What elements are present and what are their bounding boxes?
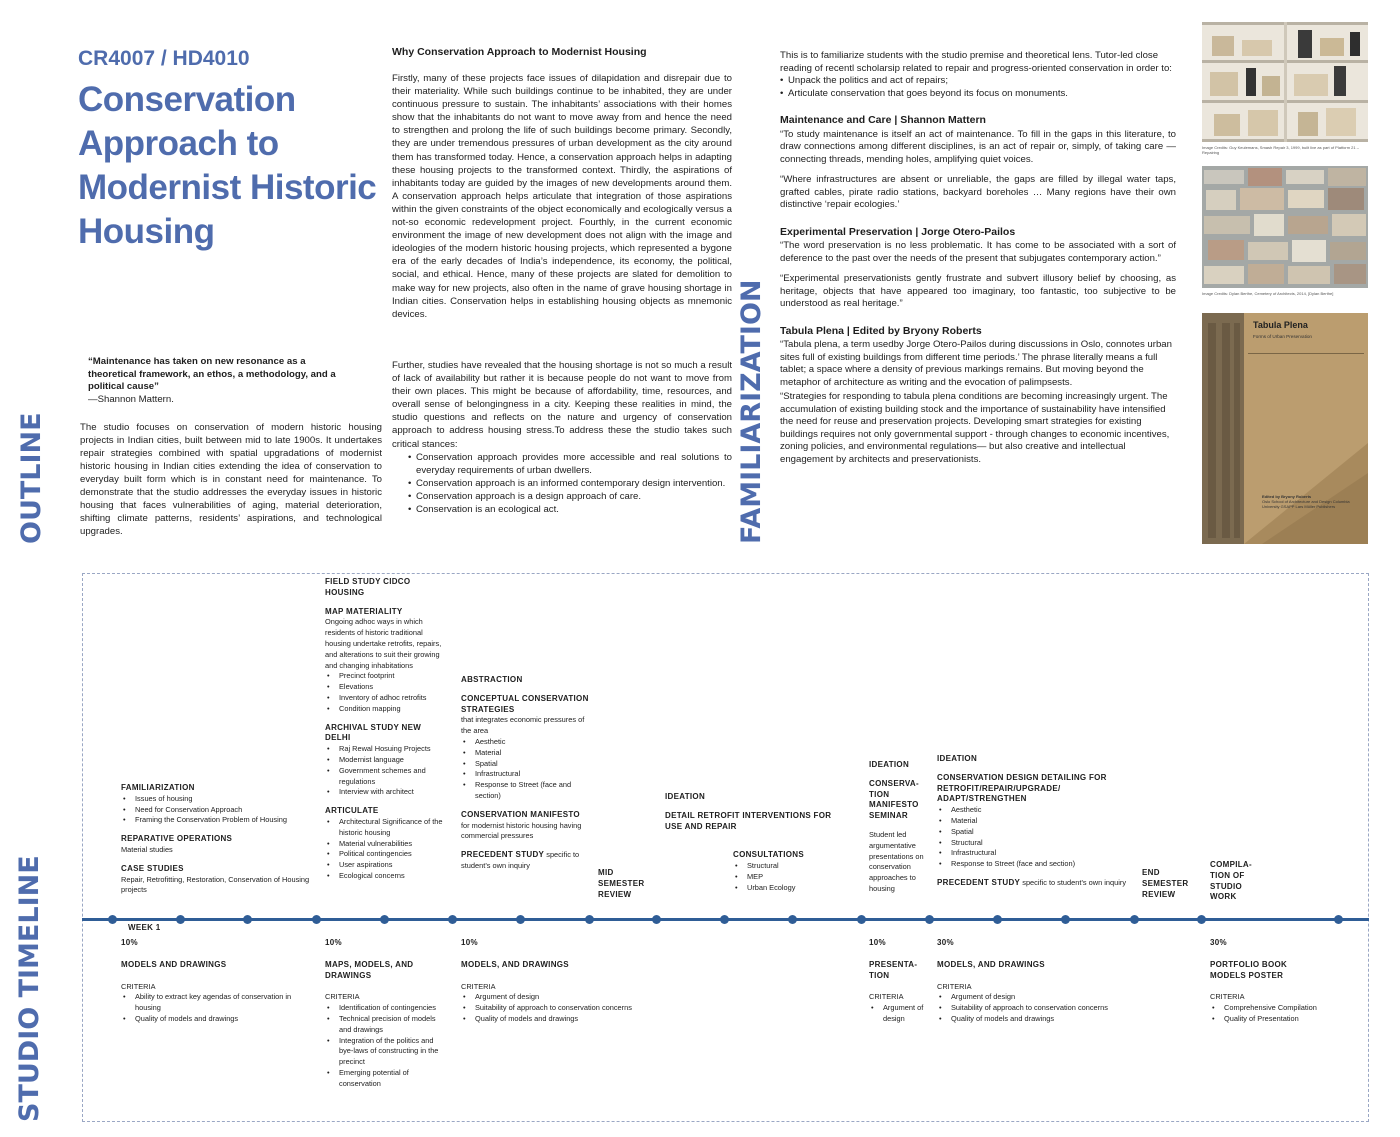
list-item: • Condition mapping <box>325 704 445 715</box>
book-subtitle: Forms of Urban Preservation <box>1253 334 1312 339</box>
list-item: • Raj Rewal Hosuing Projects <box>325 744 445 755</box>
timeline-marker[interactable] <box>585 915 594 924</box>
activity-list <box>325 817 445 882</box>
deliverable-title: MODELS, AND DRAWINGS <box>937 959 1045 969</box>
activity-title: PRECEDENT STUDY <box>937 877 1021 887</box>
mid-semester-review <box>598 868 654 900</box>
tabula-plena-book-cover <box>1202 313 1368 544</box>
criteria-list <box>1210 1003 1360 1025</box>
criteria-list <box>461 992 661 1024</box>
criteria-list <box>121 992 311 1024</box>
milestone-title: MID SEMESTER REVIEW <box>598 868 645 899</box>
activity-title: IDEATION <box>937 754 978 763</box>
list-item: • Infrastructural <box>937 848 1133 859</box>
activity-title: IDEATION <box>665 792 706 801</box>
criteria-label: CRITERIA <box>1210 992 1245 1002</box>
activity-title: CONSERVATION DESIGN DETAILING FOR RETROFIT/REPAIR/UPGRADE/ ADAPT/STRENGTHEN <box>937 772 1107 804</box>
list-item: • User aspirations <box>325 860 445 871</box>
list-item: • Government schemes and regulations <box>325 766 445 788</box>
list-item: • Argument of design <box>869 1003 933 1025</box>
list-item: • Articulate conservation that goes beyond its focus on monuments. <box>764 88 1176 101</box>
activity-title: CASE STUDIES <box>121 863 184 873</box>
timeline-compilation-deliverables <box>1210 938 1360 1025</box>
list-item: • MEP <box>733 872 845 883</box>
timeline-marker[interactable] <box>993 915 1002 924</box>
timeline-marker[interactable] <box>176 915 185 924</box>
section-heading: Tabula Plena | Edited by Bryony Roberts <box>780 324 982 337</box>
list-item: • Suitability of approach to conservation concerns <box>461 1003 661 1014</box>
timeline-week1-deliverables <box>121 938 311 1025</box>
timeline-marker[interactable] <box>312 915 321 924</box>
section-heading: Experimental Preservation | Jorge Otero-Pailos <box>780 225 1016 238</box>
activity-title: FAMILIARIZATION <box>121 783 195 792</box>
list-item: • Spatial <box>937 827 1133 838</box>
section-heading: Maintenance and Care | Shannon Mattern <box>780 114 986 126</box>
timeline-abstraction <box>461 675 589 872</box>
activity-title: CONSERVATION MANIFESTO <box>461 809 580 819</box>
familiarization-intro: This is to familiarize students with the studio premise and theoretical lens. Tutor-led close reading of recentl scholarsip related to repair and progress-oriented conservation in order to: <box>780 50 1172 74</box>
cemetery-image <box>1202 166 1368 288</box>
list-item: • Comprehensive Compilation <box>1210 1003 1360 1014</box>
percent-weight: 30% <box>1210 938 1227 947</box>
criteria-list <box>869 1003 933 1025</box>
percent-weight: 10% <box>325 938 342 947</box>
activity-list <box>461 737 589 802</box>
list-item: • Conservation approach is an informed contemporary design intervention. <box>392 477 732 490</box>
activity-title: PRECEDENT STUDY <box>461 850 545 860</box>
list-item: • Inventory of adhoc retrofits <box>325 693 445 704</box>
list-item: • Quality of models and drawings <box>121 1014 311 1025</box>
deliverable-title: PORTFOLIO BOOK MODELS POSTER <box>1210 959 1288 980</box>
activity-title: CONSULTATIONS <box>733 850 805 860</box>
list-item: • Emerging potential of conservation <box>325 1068 447 1090</box>
timeline-marker[interactable] <box>788 915 797 924</box>
percent-weight: 10% <box>121 938 138 947</box>
why-paragraph-1: Firstly, many of these projects face issues of dilapidation and disrepair due to their materiality. While such buildings continue to be inhabited, they are under continuous pressure to sustain. The inhabitants’ associations with their homes show that the inhabitants do not want to move away from and hence the need to strengthen and prolong the life of such buildings become primary. Secondly, they are under tremendous pressures of urban development as the city around them has transformed today. Hence, a conservation approach helps in adapting these housing projects to the transformed context. Thirdly, the aspirations of inhabitants today are guided by the images of new developments around them. A conservation approach helps articulate that integration of those aspirations within the given constraints of the object economically and ecologically versus a not-so economic redevelopment project. Fourthly, in the current economic environment the image of new development does not align with the image and ideologies of the modern historic housing projects, which represented a bygone era of the early decades of India’s independence, its economy, the political, social, and ethical. Hence, many of these projects are slated for demolition to make way for new projects, also often in the name of grave housing shortage in Indian cities. Conservation helps in establishing housing objects as mnemonic devices. <box>392 73 732 320</box>
week-label <box>128 923 160 934</box>
familiarization-points <box>764 75 1176 100</box>
precedent-block <box>937 878 1133 889</box>
why-paragraph-2 <box>392 359 732 516</box>
photo1-caption: Image Credits: Guy Keulemans, Smash Repair 3, 1999, built live as part of Platform 21 – Repairing <box>1202 145 1359 155</box>
section-quote: “Where infrastructures are absent or unreliable, the gaps are filled by illegal water taps, grafted cables, pirate radio stations, backyard boreholes … Many regions have their own distinctive ‘repair ecologies.’ <box>780 174 1176 210</box>
timeline-side-label: STUDIO TIMELINE <box>14 855 45 1122</box>
list-item: • Structural <box>733 861 845 872</box>
list-item: • Elevations <box>325 682 445 693</box>
timeline-week1-activities <box>121 783 311 896</box>
list-item: • Integration of the politics and bye-laws of constructing in the precinct <box>325 1036 447 1068</box>
activity-title: CONCEPTUAL CONSERVATION STRATEGIES <box>461 693 589 714</box>
activity-title: COMPILA-TION OF STUDIO WORK <box>1210 860 1252 902</box>
studio-intro: The studio focuses on conservation of modern historic housing projects in Indian cities, built between mid to late 1900s. It undertakes repair strategies combined with spatial upgradations of modernist historic housing in Indian cities extending the idea of conservation to everyday built form which is in constant need for maintenance. To demonstrate that the studio addresses the everyday issues in historic housing that faces vulnerabilities of aging, material deterioration, shifting climate patterns, residents’ aspirations, and technological upgrades. <box>80 422 382 537</box>
activity-title: ABSTRACTION <box>461 675 523 684</box>
timeline-marker[interactable] <box>1061 915 1070 924</box>
list-item: • Conservation is an ecological act. <box>392 503 732 516</box>
course-code: CR4007 / HD4010 <box>78 47 250 70</box>
list-item: • Modernist language <box>325 755 445 766</box>
list-item: • Precinct footprint <box>325 671 445 682</box>
repair-workshop-photo <box>1202 22 1368 142</box>
milestone-title: END SEMESTER REVIEW <box>1142 868 1189 899</box>
manifesto-block <box>461 810 589 842</box>
list-item: • Infrastructural <box>461 769 589 780</box>
quote-attribution: —Shannon Mattern. <box>88 394 174 405</box>
list-item: • Spatial <box>461 759 589 770</box>
activity-title: MAP MATERIALITY <box>325 606 403 616</box>
list-item: • Technical precision of models and drawings <box>325 1014 447 1036</box>
list-item: • Identification of contingencies <box>325 1003 447 1014</box>
list-item: • Unpack the politics and act of repairs; <box>764 75 1176 88</box>
tabula-plena-section <box>780 325 1176 467</box>
timeline-manifesto-deliverables <box>869 938 933 1025</box>
activity-list <box>733 861 845 893</box>
deliverable-title: MODELS, AND DRAWINGS <box>461 959 569 969</box>
list-item: • Material vulnerabilities <box>325 839 445 850</box>
activity-title: IDEATION <box>869 760 910 769</box>
list-item: • Political contingencies <box>325 849 445 860</box>
timeline-marker[interactable] <box>108 915 117 924</box>
activity-text: Student led argumentative presentations on conservation approaches to housing <box>869 829 924 893</box>
list-item: • Aesthetic <box>461 737 589 748</box>
activity-text: specific to student’s own inquiry <box>461 850 580 870</box>
end-semester-review <box>1142 868 1198 900</box>
list-item: • Interview with architect <box>325 787 445 798</box>
cemetery-of-architects-photo <box>1202 166 1368 288</box>
activity-title: DETAIL RETROFIT INTERVENTIONS FOR USE AND REPAIR <box>665 810 832 831</box>
list-item: • Structural <box>937 838 1133 849</box>
deliverable-title: MAPS, MODELS, AND DRAWINGS <box>325 959 414 980</box>
timeline-marker[interactable] <box>720 915 729 924</box>
timeline-field-study <box>325 577 445 882</box>
list-item: • Aesthetic <box>937 805 1133 816</box>
activity-list <box>121 794 311 826</box>
timeline-marker[interactable] <box>516 915 525 924</box>
list-item: • Material <box>937 816 1133 827</box>
book-cover-image <box>1202 313 1368 544</box>
timeline-marker[interactable] <box>448 915 457 924</box>
timeline-marker[interactable] <box>925 915 934 924</box>
timeline-marker[interactable] <box>1197 915 1206 924</box>
list-item: • Material <box>461 748 589 759</box>
list-item: • Argument of design <box>461 992 661 1003</box>
timeline-marker[interactable] <box>380 915 389 924</box>
book-edited-by: Edited by Bryony Roberts <box>1262 494 1312 499</box>
list-item: • Architectural Significance of the historic housing <box>325 817 445 839</box>
criteria-label: CRITERIA <box>937 981 972 991</box>
section-quote: “Strategies for responding to tabula plena conditions are becoming increasingly urgent. The accumulation of existing building stock and the importance of sustainability have intensified the need for reuse and preservation projects. Developing smart strategies for existing buildings requires not only governmental support - through changes to economic incentives, zoning policies, and environmental regulations— but also creative and intellectual engagement by architects and preservationists. <box>780 391 1170 465</box>
list-item: • Conservation approach provides more accessible and real solutions to everyday requirements of urban dwellers. <box>392 451 732 477</box>
list-item: • Ability to extract key agendas of conservation in housing <box>121 992 311 1014</box>
repair-workshop-image <box>1202 22 1368 142</box>
why-heading: Why Conservation Approach to Modernist Housing <box>392 46 647 58</box>
activity-title: FIELD STUDY CIDCO HOUSING <box>325 577 411 597</box>
activity-title: REPARATIVE OPERATIONS <box>121 834 233 844</box>
list-item: • Response to Street (face and section) <box>461 780 589 802</box>
list-item: • Quality of models and drawings <box>461 1014 661 1025</box>
photo2-caption: Image Credits: Dylan Berthe, Cemetery of Architects, 2014, [Dylan Berthe] <box>1202 291 1334 296</box>
consultations-block <box>665 850 845 893</box>
precedent-block <box>461 850 589 872</box>
mattern-quote: “Maintenance has taken on new resonance as a theoretical framework, an ethos, a methodology, and a political cause” <box>88 356 336 392</box>
timeline-abstraction-deliverables <box>461 938 661 1025</box>
percent-weight: 10% <box>461 938 478 947</box>
activity-text: Ongoing adhoc ways in which residents of historic traditional housing undertake retrofits, repairs, and alterations to suit their growing and changing inhabitations <box>325 617 442 670</box>
percent-weight: 10% <box>869 938 886 947</box>
list-item: • Ecological concerns <box>325 871 445 882</box>
list-item: • Issues of housing <box>121 794 311 805</box>
criteria-label: CRITERIA <box>869 992 904 1002</box>
experimental-preservation-section <box>780 226 1176 311</box>
list-item: • Quality of Presentation <box>1210 1014 1360 1025</box>
activity-title: CONSERVA-TION MANIFESTO SEMINAR <box>869 778 919 821</box>
book-publisher: Oslo School of Architecture and Design Columbia University GSAPP Lars Müller Publishers <box>1262 499 1350 509</box>
timeline-marker[interactable] <box>1130 915 1139 924</box>
activity-title: ARCHIVAL STUDY NEW DELHI <box>325 722 422 743</box>
activity-text: Repair, Retrofitting, Restoration, Conservation of Housing projects <box>121 874 310 895</box>
activity-text: specific to student’s own inquiry <box>1022 877 1127 887</box>
why-paragraph-2-text: Further, studies have revealed that the housing shortage is not so much a result of lack of availability but rather it is because people do not want to move from their own places. This might be because of affordability, time, resources, and overall sense of belongingness in a city. Keeping these realities in mind, the studio questions and reflects on the nature and urgency of conservation approach to address housing stress.To address these the studio takes such critical stances: <box>392 360 732 450</box>
percent-weight: 30% <box>937 938 954 947</box>
book-title: Tabula Plena <box>1253 320 1308 330</box>
list-item: • Framing the Conservation Problem of Housing <box>121 815 311 826</box>
list-item: • Quality of models and drawings <box>937 1014 1137 1025</box>
outline-side-label: OUTLINE <box>16 412 47 544</box>
section-quote: “The word preservation is no less problematic. It has come to be associated with a sort of deference to the past over the needs of the present that subjugates contemporary action.” <box>780 240 1176 264</box>
criteria-label: CRITERIA <box>121 981 156 991</box>
section-quote: “To study maintenance is itself an act of maintenance. To fill in the gaps in this literature, to draw connections among different disciplines, is an act of repair or, simply, of taking care — connecting threads, mending holes, amplifying quiet voices. <box>780 128 1176 165</box>
criteria-list <box>937 992 1137 1024</box>
activity-list <box>937 805 1133 870</box>
activity-text: that integrates economic pressures of the area <box>461 715 585 736</box>
page-title: Conservation Approach to Modernist Historic Housing <box>78 80 377 251</box>
section-quote: “Tabula plena, a term usedby Jorge Otero-Pailos during discussions in Oslo, connotes urban sites full of existing buildings from different time periods.’ The phrase literally means a full tablet; a space where a density of previous markings remains. But moving beyond the metaphor of architecture as writing and the evocation of palimpsests. <box>780 339 1172 388</box>
list-item: • Argument of design <box>937 992 1137 1003</box>
timeline-design-deliverables <box>937 938 1137 1025</box>
timeline-manifesto-seminar <box>869 760 931 895</box>
activity-title: ARTICULATE <box>325 806 379 816</box>
timeline-retrofit-ideation <box>665 792 845 894</box>
timeline-marker[interactable] <box>857 915 866 924</box>
list-item: • Conservation approach is a design approach of care. <box>392 490 732 503</box>
list-item: • Response to Street (face and section) <box>937 859 1133 870</box>
timeline-marker[interactable] <box>1334 915 1343 924</box>
activity-list <box>325 744 445 798</box>
list-item: • Need for Conservation Approach <box>121 805 311 816</box>
activity-list <box>325 671 445 714</box>
section-quote: “Experimental preservationists gently frustrate and subvert illusory belief by choosing, as heritage, objects that have appeared too imaginary, too fantastic, too subjective to be understood as real heritage.” <box>780 273 1176 309</box>
deliverable-title: MODELS AND DRAWINGS <box>121 959 227 969</box>
maintenance-section <box>780 114 1176 212</box>
list-item: • Suitability of approach to conservation concerns <box>937 1003 1137 1014</box>
criteria-label: CRITERIA <box>325 992 360 1002</box>
criteria-label: CRITERIA <box>461 981 496 991</box>
activity-text: Material studies <box>121 844 173 854</box>
timeline-design-detailing <box>937 754 1133 889</box>
activity-text: for modernist historic housing having commercial pressures <box>461 820 582 841</box>
deliverable-title: PRESENTA-TION <box>869 959 918 980</box>
book-editor <box>1262 494 1352 509</box>
week-label-text: WEEK 1 <box>128 923 161 932</box>
familiarization-side-label: FAMILIARIZATION <box>736 279 767 544</box>
timeline-field-study-deliverables <box>325 938 447 1090</box>
timeline-marker[interactable] <box>243 915 252 924</box>
timeline-compilation <box>1210 860 1266 903</box>
timeline-marker[interactable] <box>652 915 661 924</box>
criteria-list <box>325 1003 447 1089</box>
critical-stances-list <box>392 451 732 516</box>
list-item: • Urban Ecology <box>733 883 845 894</box>
familiarization-text <box>780 50 1176 466</box>
